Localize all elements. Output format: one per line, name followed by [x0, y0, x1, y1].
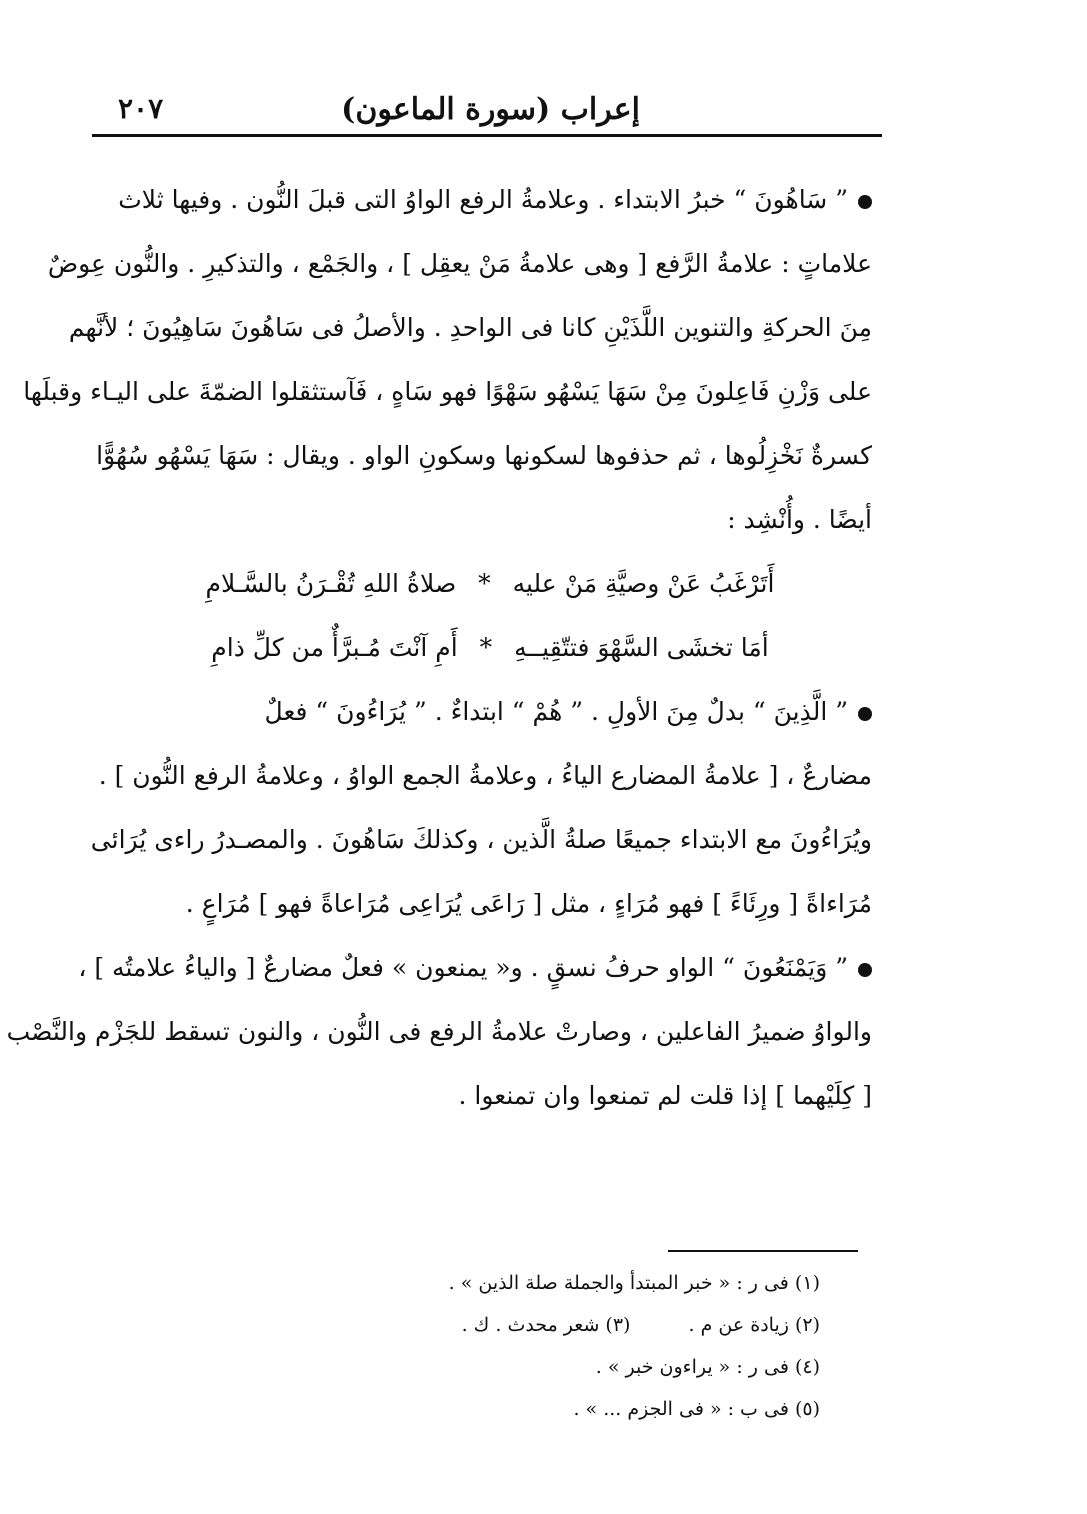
footnote-2: (٢) زيادة عن م .: [688, 1314, 820, 1336]
text-line: كسرةٌ نَخْزِلُوها ، ثم حذفوها لسكونها وسكونِ الواو . ويقال : سَهَا يَسْهُو سُهُوًّا: [96, 441, 872, 470]
hemistich-right: أمَا تخشَى السَّهْوَ فتتّقِيــهِ: [514, 633, 769, 662]
paragraph-alladhina: [90, 680, 872, 936]
bullet-icon: [858, 195, 872, 209]
text-line: مُرَاءاةً [ ورِئَاءً ] فهو مُرَاءٍ ، مثل [ رَاعَى يُرَاعِى مُرَاعاةً فهو ] مُرَاعٍ .: [185, 889, 872, 918]
hemistich-right: أَتَرْغَبُ عَنْ وصيَّةِ مَنْ عليه: [512, 569, 775, 598]
verse-separator: *: [479, 633, 493, 662]
footnote-5: (٥) فى ب : « فى الجزم ... » .: [573, 1398, 820, 1420]
bullet-icon: [858, 707, 872, 721]
hemistich-left: صلاةُ اللهِ تُقْـرَنُ بالسَّـلامِ: [205, 569, 457, 598]
verse-separator: *: [478, 569, 491, 598]
footnote-row: [380, 1304, 820, 1346]
poem-verse: [108, 616, 872, 680]
footnote-3: (٣) شعر محدث . ك .: [461, 1314, 631, 1336]
header-rule: [92, 134, 882, 137]
main-text: [6, 168, 872, 1128]
footnote-1: (١) فى ر : « خبر المبتدأ والجملة صلة الذين » .: [448, 1272, 820, 1294]
poem: [108, 552, 872, 680]
text-line: ” سَاهُونَ “ خبرُ الابتداء . وعلامةُ الرفع الواوُ التى قبلَ النُّون . وفيها ثلاث: [108, 168, 872, 232]
text-line: والواوُ ضميرُ الفاعلين ، وصارتْ علامةُ الرفع فى النُّون ، والنون تسقط للجَزْم والنَّصْب: [6, 1017, 872, 1046]
text-line: أيضًا . وأُنْشِد :: [727, 505, 872, 534]
text-line: ” وَيَمْنَعُونَ “ الواو حرفُ نسقٍ . و« يمنعون » فعلٌ مضارعٌ [ والياءُ علامتُه ] ،: [108, 936, 872, 1000]
footnote-rule: [668, 1250, 858, 1252]
page-header: [92, 88, 882, 136]
hemistich-left: أَمِ آنْتَ مُـبرَّأٌ من كلِّ ذامِ: [211, 633, 458, 662]
text-line: مِنَ الحركةِ والتنوين اللَّذَيْنِ كانا فى الواحدِ . والأصلُ فى سَاهُونَ سَاهِيُونَ ؛ لأنَّهم: [68, 313, 872, 342]
text-line: ” الَّذِينَ “ بدلٌ مِنَ الأولِ . ” هُمْ “ ابتداءٌ . ” يُرَاءُونَ “ فعلٌ: [108, 680, 872, 744]
text-line: على وَزْنِ فَاعِلونَ مِنْ سَهَا يَسْهُو سَهْوًا فهو سَاهٍ ، فَآستثقلوا الضمّةَ على اليـاء وقبلَها: [23, 377, 872, 406]
paragraph-yamnaun: [6, 936, 872, 1128]
text-line: ويُرَاءُونَ مع الابتداء جميعًا صلةُ الَّذين ، وكذلكَ سَاهُونَ . والمصـدرُ راءى يُرَائى: [90, 825, 872, 854]
page-title: إعراب (سورة الماعون): [341, 92, 640, 127]
footnotes: [380, 1262, 820, 1430]
bullet-icon: [858, 963, 872, 977]
page-number: ٢٠٧: [118, 92, 164, 125]
text-line: علاماتٍ : علامةُ الرَّفع [ وهى علامةُ مَنْ يعقِل ] ، والجَمْع ، والتذكيرِ . والنُّون عِوضٌ: [47, 249, 872, 278]
text-line: مضارعٌ ، [ علامةُ المضارع الياءُ ، وعلامةُ الجمع الواوُ ، وعلامةُ الرفع النُّون ] .: [98, 761, 872, 790]
paragraph-sahun: [23, 168, 872, 552]
poem-verse: [108, 552, 872, 616]
text-line: [ كِلَيْهما ] إذا قلت لم تمنعوا وان تمنعوا .: [458, 1081, 872, 1110]
footnote-4: (٤) فى ر : « يراءون خبر » .: [595, 1356, 820, 1378]
